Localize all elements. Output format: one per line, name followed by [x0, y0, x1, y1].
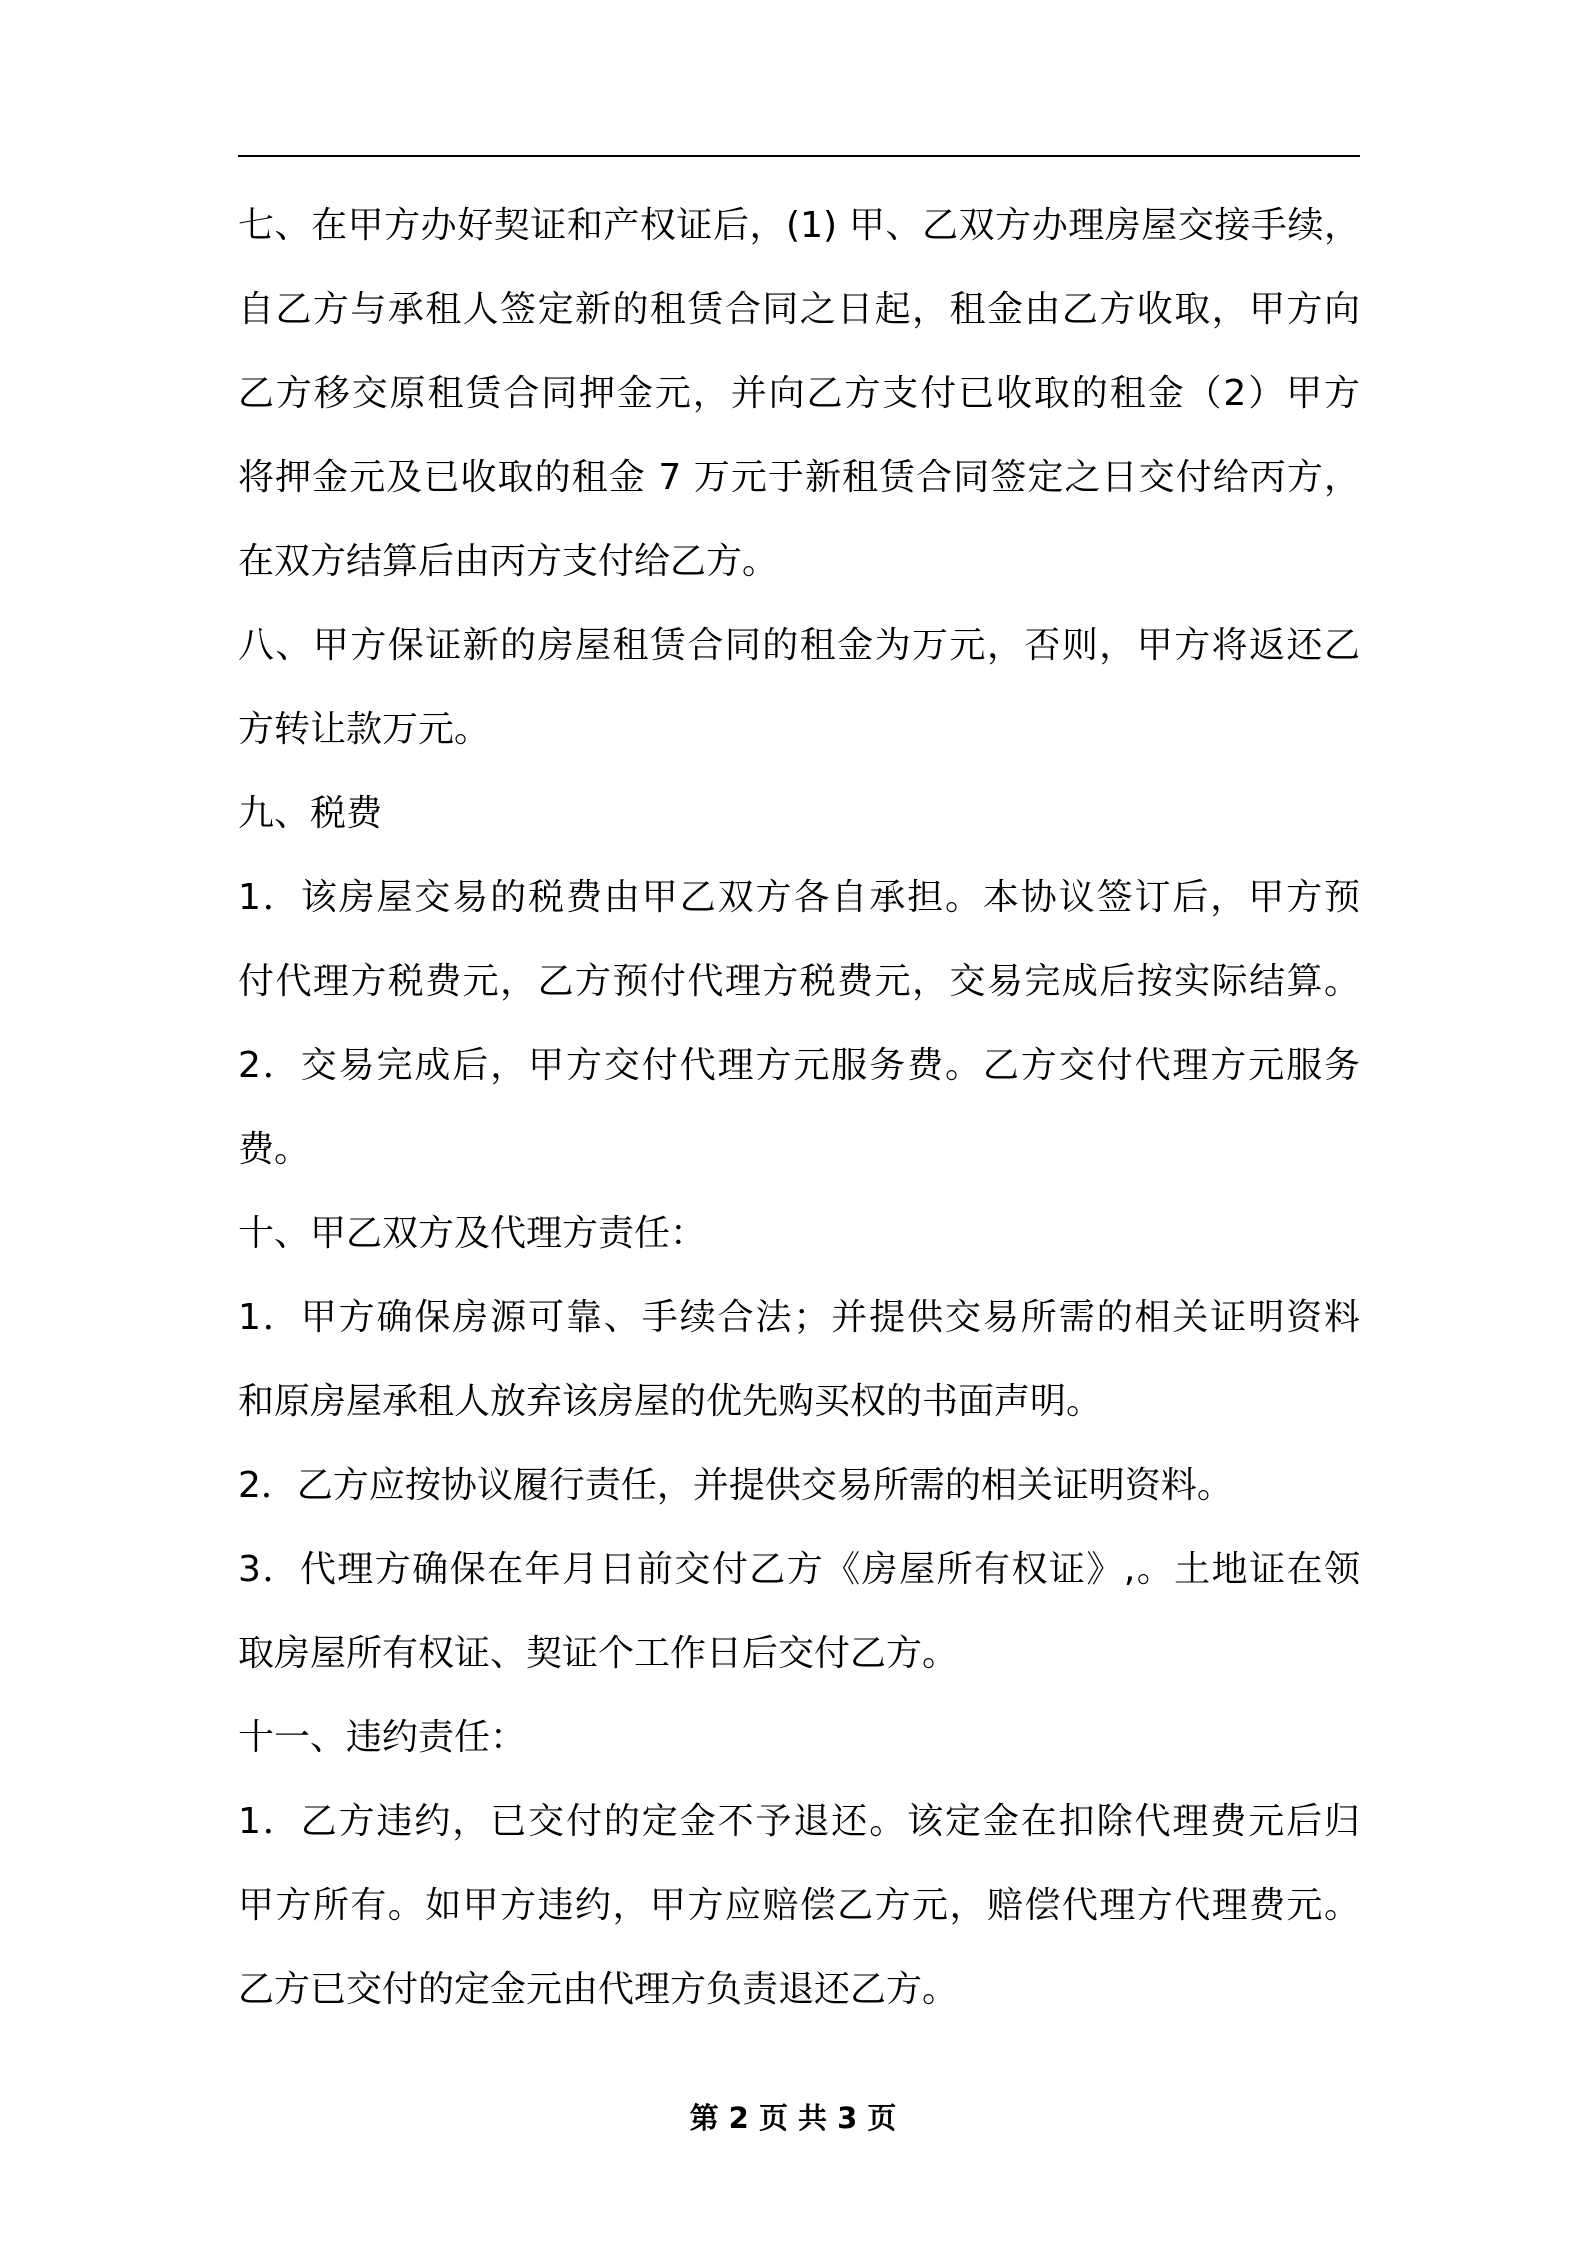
paragraph-responsibility-item-1: [238, 1276, 1360, 1444]
text-line: 和原房屋承租人放弃该房屋的优先购买权的书面声明。: [238, 1381, 1103, 1422]
text-line: 3．代理方确保在年月日前交付乙方《房屋所有权证》,。土地证在领: [238, 1549, 1360, 1590]
section-heading: 十、甲乙双方及代理方责任：: [238, 1213, 707, 1254]
header-rule: [238, 155, 1360, 157]
section-heading-taxes: [238, 772, 1360, 856]
paragraph-responsibility-item-3: [238, 1528, 1360, 1696]
text-line: 1．乙方违约，已交付的定金不予退还。该定金在扣除代理费元后归: [238, 1801, 1360, 1842]
paragraph-tax-item-1: [238, 856, 1360, 1024]
text-line: 乙方移交原租赁合同押金元，并向乙方支付已收取的租金（2）甲方: [238, 373, 1360, 414]
section-heading: 十一、违约责任：: [238, 1717, 527, 1758]
text-line: 2．交易完成后，甲方交付代理方元服务费。乙方交付代理方元服务: [238, 1045, 1360, 1086]
paragraph-responsibility-item-2: [238, 1444, 1360, 1528]
text-line: 七、在甲方办好契证和产权证后，(1) 甲、乙双方办理房屋交接手续，: [238, 205, 1360, 246]
text-line: 甲方所有。如甲方违约，甲方应赔偿乙方元，赔偿代理方代理费元。: [238, 1885, 1360, 1926]
text-line: 自乙方与承租人签定新的租赁合同之日起，租金由乙方收取，甲方向: [238, 289, 1360, 330]
paragraph-section-7: [238, 184, 1360, 604]
text-line: 八、甲方保证新的房屋租赁合同的租金为万元，否则，甲方将返还乙: [238, 625, 1360, 666]
document-body: [238, 184, 1360, 2032]
text-line: 方转让款万元。: [238, 709, 491, 750]
text-line: 1．该房屋交易的税费由甲乙双方各自承担。本协议签订后，甲方预: [238, 877, 1360, 918]
text-line: 2．乙方应按协议履行责任，并提供交易所需的相关证明资料。: [238, 1465, 1233, 1506]
text-line: 费。: [238, 1129, 311, 1170]
section-heading-responsibilities: [238, 1192, 1360, 1276]
paragraph-breach-item-1: [238, 1780, 1360, 2032]
text-line: 付代理方税费元，乙方预付代理方税费元，交易完成后按实际结算。: [238, 961, 1360, 1002]
text-line: 在双方结算后由丙方支付给乙方。: [238, 541, 779, 582]
text-line: 乙方已交付的定金元由代理方负责退还乙方。: [238, 1969, 959, 2010]
text-line: 将押金元及已收取的租金 7 万元于新租赁合同签定之日交付给丙方，: [238, 457, 1360, 498]
section-heading-breach: [238, 1696, 1360, 1780]
paragraph-section-8: [238, 604, 1360, 772]
page-number-footer: 第 2 页 共 3 页: [689, 2101, 897, 2135]
text-line: 取房屋所有权证、契证个工作日后交付乙方。: [238, 1633, 959, 1674]
section-heading: 九、税费: [238, 793, 383, 834]
paragraph-tax-item-2: [238, 1024, 1360, 1192]
text-line: 1．甲方确保房源可靠、手续合法；并提供交易所需的相关证明资料: [238, 1297, 1360, 1338]
